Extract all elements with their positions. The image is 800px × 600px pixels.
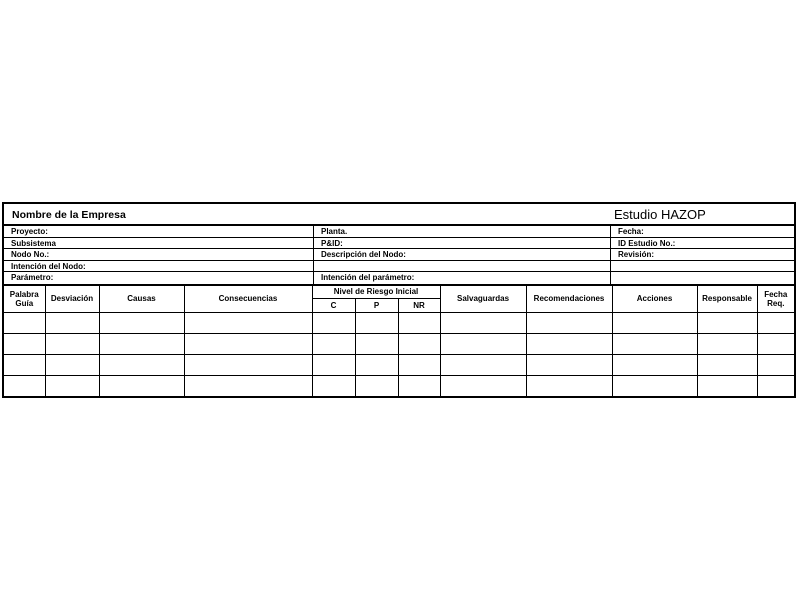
table-cell[interactable]	[440, 313, 526, 334]
col-consecuencias: Consecuencias	[184, 285, 312, 313]
table-cell[interactable]	[697, 376, 757, 397]
intencion-parametro-field[interactable]: Intención del parámetro:	[314, 272, 611, 284]
info-row-4-blank-right[interactable]	[611, 261, 794, 272]
table-cell[interactable]	[312, 334, 355, 355]
fecha-field[interactable]: Fecha:	[618, 227, 644, 236]
table-cell[interactable]	[612, 313, 697, 334]
info-row-4-blank[interactable]	[314, 261, 611, 272]
hazop-form	[2, 202, 796, 398]
table-cell[interactable]	[99, 313, 184, 334]
table-row	[4, 355, 794, 376]
table-cell[interactable]	[184, 355, 312, 376]
table-row	[4, 334, 794, 355]
table-cell[interactable]	[697, 313, 757, 334]
col-p: P	[355, 299, 398, 313]
info-row-4	[4, 261, 794, 273]
table-header-row	[4, 285, 794, 299]
col-nivel-riesgo: Nivel de Riesgo Inicial	[312, 285, 440, 299]
parametro-field[interactable]: Parámetro:	[4, 272, 314, 284]
pid-field[interactable]: P&ID:	[314, 238, 611, 249]
company-name: Nombre de la Empresa	[12, 209, 126, 221]
table-cell[interactable]	[757, 334, 794, 355]
table-cell[interactable]	[757, 376, 794, 397]
info-row-5	[4, 272, 794, 284]
col-nr: NR	[398, 299, 440, 313]
table-cell[interactable]	[398, 355, 440, 376]
table-cell[interactable]	[398, 376, 440, 397]
table-cell[interactable]	[355, 355, 398, 376]
table-cell[interactable]	[45, 355, 99, 376]
table-cell[interactable]	[355, 334, 398, 355]
col-recomendaciones: Recomendaciones	[526, 285, 612, 313]
col-palabra-guia: Palabra Guía	[4, 285, 45, 313]
table-cell[interactable]	[184, 334, 312, 355]
table-cell[interactable]	[312, 355, 355, 376]
intencion-nodo-field[interactable]: Intención del Nodo:	[4, 261, 314, 272]
col-responsable: Responsable	[697, 285, 757, 313]
table-cell[interactable]	[757, 313, 794, 334]
table-cell[interactable]	[612, 355, 697, 376]
table-cell[interactable]	[526, 376, 612, 397]
table-cell[interactable]	[45, 376, 99, 397]
subsistema-field[interactable]: Subsistema	[4, 238, 314, 249]
table-cell[interactable]	[440, 334, 526, 355]
info-row-1	[4, 226, 794, 238]
table-cell[interactable]	[4, 313, 45, 334]
revision-field[interactable]: Revisión:	[618, 250, 655, 259]
table-cell[interactable]	[99, 334, 184, 355]
table-cell[interactable]	[697, 334, 757, 355]
table-cell[interactable]	[45, 313, 99, 334]
table-cell[interactable]	[612, 376, 697, 397]
id-estudio-field[interactable]: ID Estudio No.:	[618, 238, 676, 248]
table-cell[interactable]	[398, 313, 440, 334]
table-cell[interactable]	[312, 376, 355, 397]
table-cell[interactable]	[757, 355, 794, 376]
title-row	[4, 204, 794, 226]
descripcion-nodo-field[interactable]: Descripción del Nodo:	[314, 249, 611, 260]
table-cell[interactable]	[45, 334, 99, 355]
table-cell[interactable]	[526, 313, 612, 334]
study-title: Estudio HAZOP	[614, 207, 706, 222]
nodo-field[interactable]: Nodo No.:	[4, 249, 314, 260]
col-acciones: Acciones	[612, 285, 697, 313]
table-cell[interactable]	[4, 376, 45, 397]
col-fecha-req: Fecha Req.	[757, 285, 794, 313]
planta-field[interactable]: Planta.	[314, 226, 611, 237]
table-cell[interactable]	[99, 376, 184, 397]
table-cell[interactable]	[440, 376, 526, 397]
table-cell[interactable]	[526, 334, 612, 355]
col-salvaguardas: Salvaguardas	[440, 285, 526, 313]
table-cell[interactable]	[398, 334, 440, 355]
table-cell[interactable]	[612, 334, 697, 355]
table-cell[interactable]	[440, 355, 526, 376]
table-cell[interactable]	[312, 313, 355, 334]
table-cell[interactable]	[355, 376, 398, 397]
col-c: C	[312, 299, 355, 313]
proyecto-field[interactable]: Proyecto:	[4, 226, 314, 237]
table-cell[interactable]	[526, 355, 612, 376]
info-row-2	[4, 238, 794, 250]
table-cell[interactable]	[184, 313, 312, 334]
table-row	[4, 376, 794, 397]
table-row	[4, 313, 794, 334]
table-cell[interactable]	[99, 355, 184, 376]
table-cell[interactable]	[4, 334, 45, 355]
col-causas: Causas	[99, 285, 184, 313]
table-cell[interactable]	[355, 313, 398, 334]
info-row-5-blank[interactable]	[611, 272, 794, 284]
table-cell[interactable]	[4, 355, 45, 376]
table-cell[interactable]	[184, 376, 312, 397]
info-row-3	[4, 249, 794, 261]
hazop-table	[4, 284, 794, 397]
table-cell[interactable]	[697, 355, 757, 376]
col-desviacion: Desviación	[45, 285, 99, 313]
